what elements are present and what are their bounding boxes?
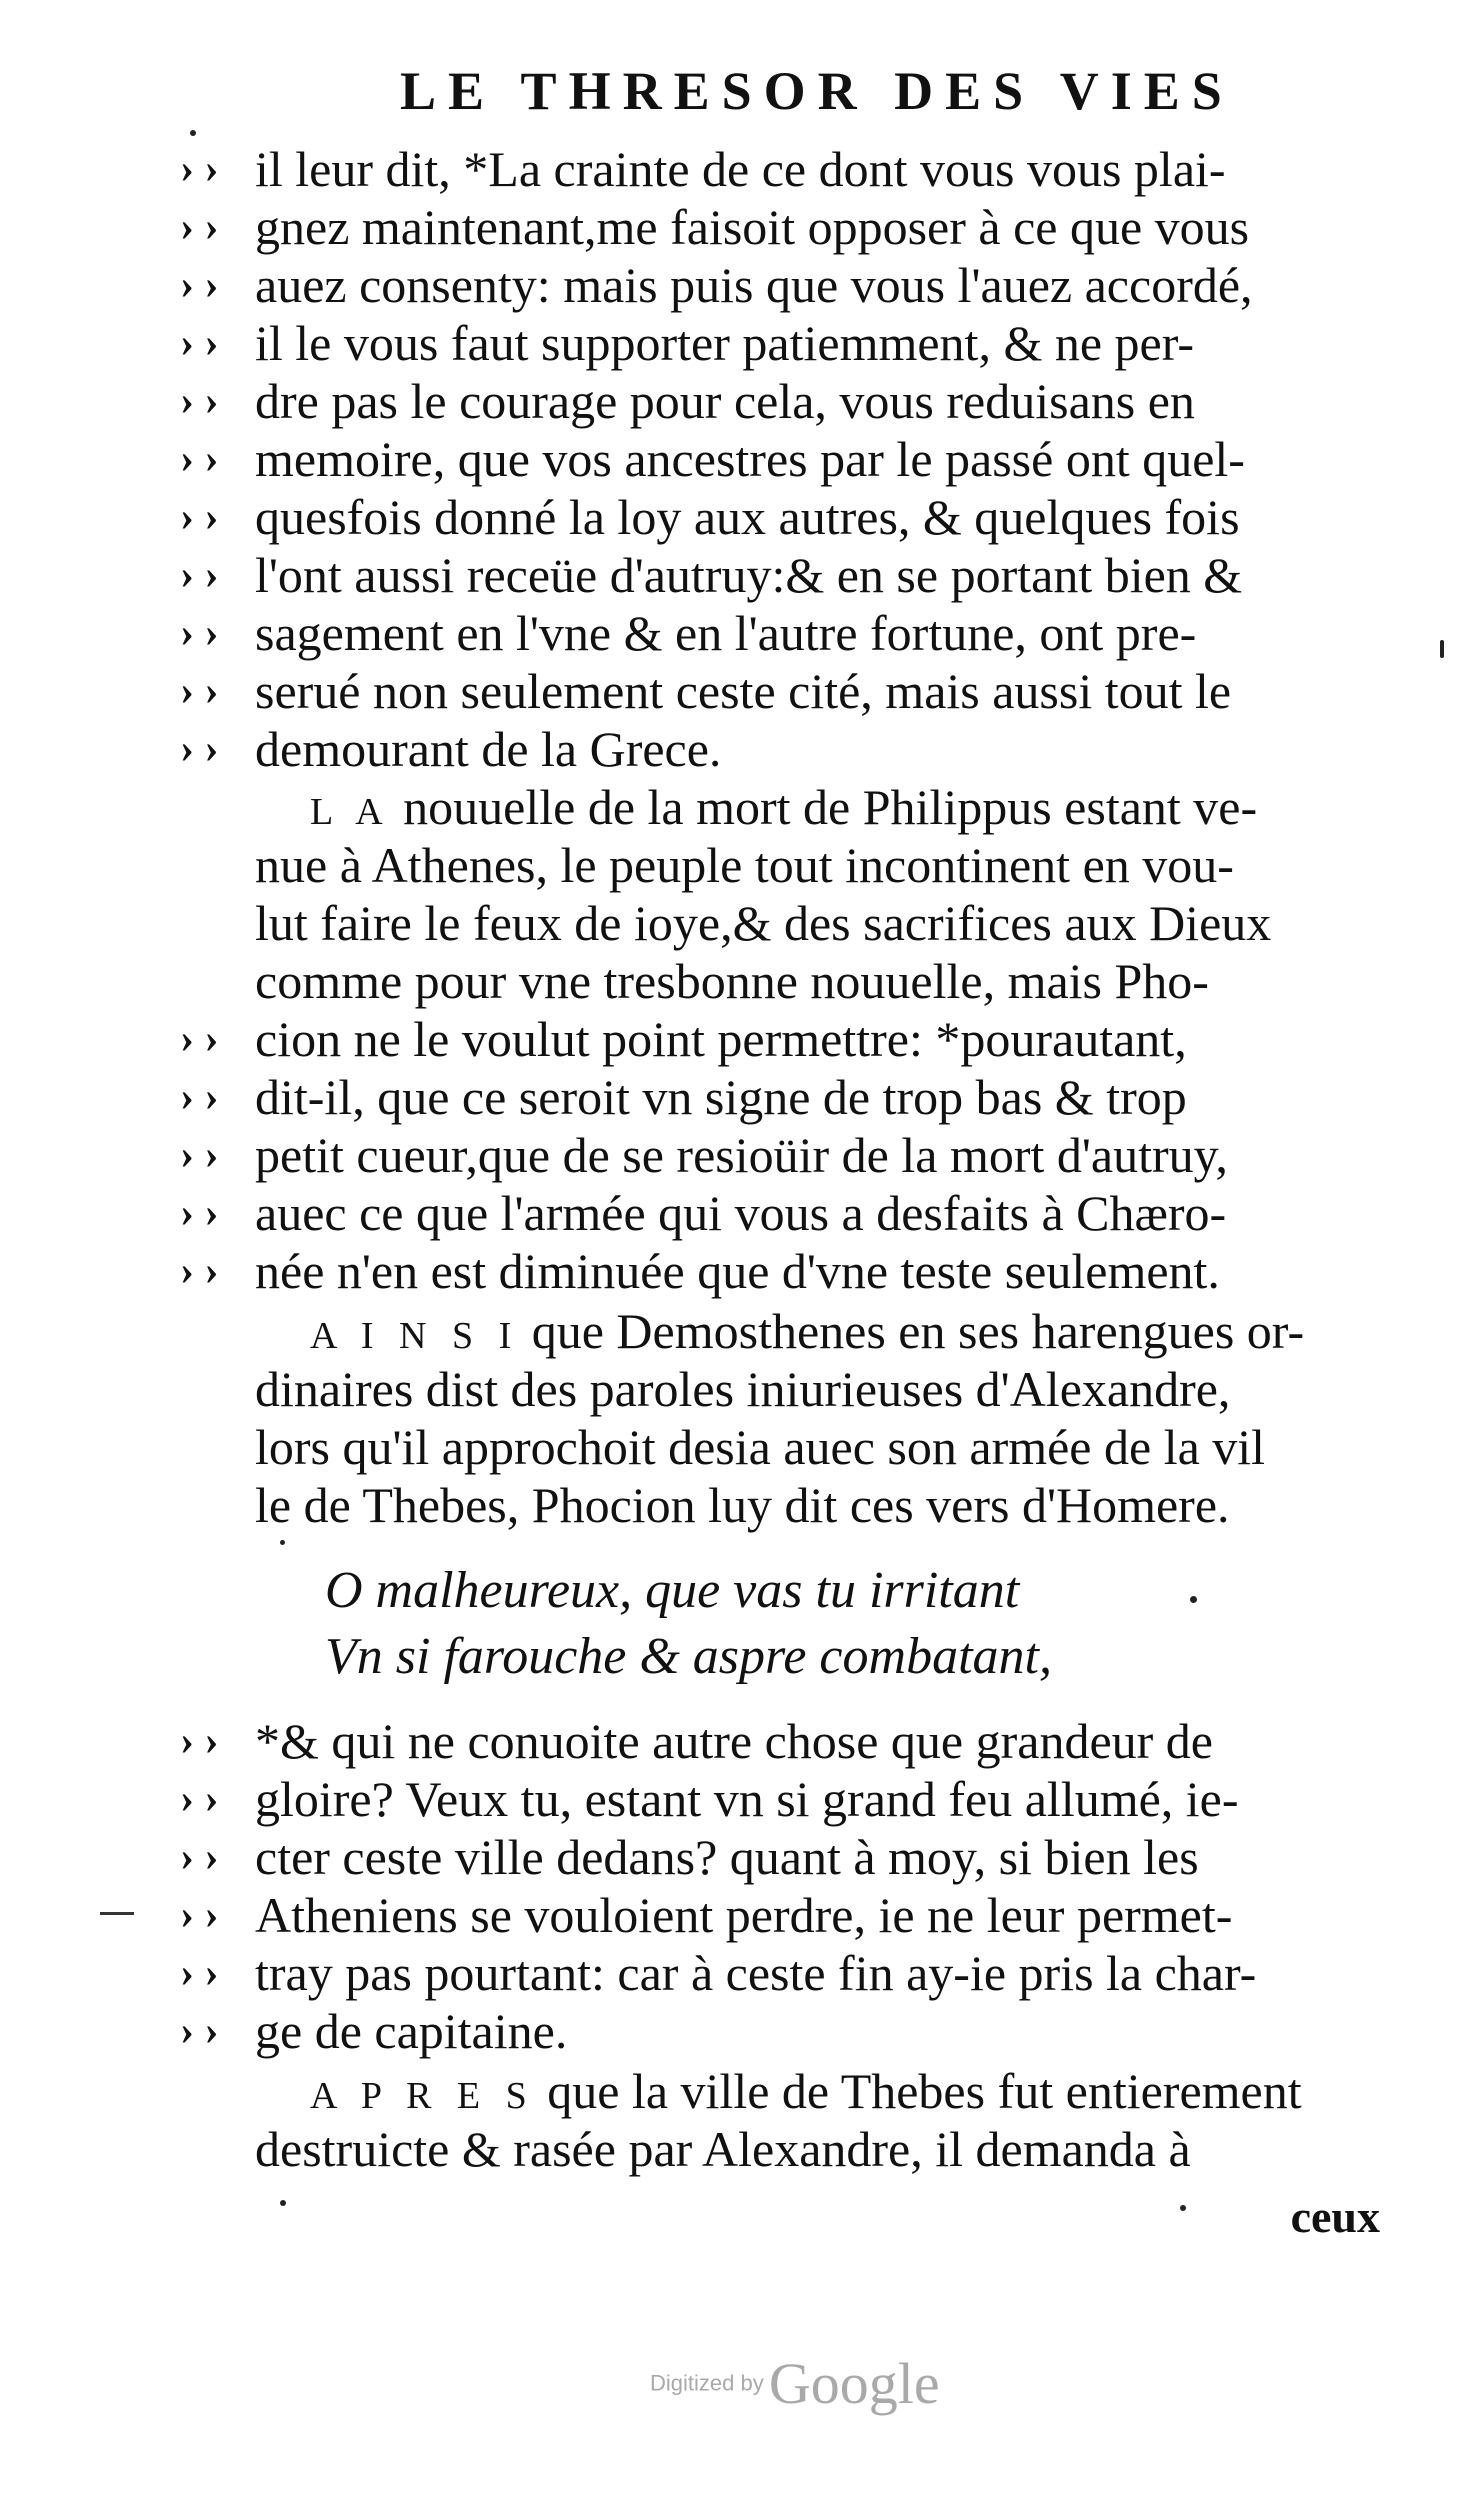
ink-speck bbox=[190, 130, 196, 136]
quote-marker: › › bbox=[180, 1248, 219, 1294]
quote-marker: › › bbox=[180, 320, 219, 366]
text-line: ge de capitaine. bbox=[255, 2003, 568, 2059]
text-line: le de Thebes, Phocion luy dit ces vers d'Homere. bbox=[255, 1477, 1230, 1533]
quote-marker: › › bbox=[180, 146, 219, 192]
text-line: sagement en l'vne & en l'autre fortune, ont pre- bbox=[255, 605, 1197, 661]
text-line: nouuelle de la mort de Philippus estant ve- bbox=[403, 779, 1258, 835]
ink-speck bbox=[280, 1540, 285, 1545]
quote-marker: › › bbox=[180, 1190, 219, 1236]
text-line: memoire, que vos ancestres par le passé ont quel- bbox=[255, 431, 1245, 487]
google-wordmark: Google bbox=[768, 2351, 940, 2416]
quote-marker: › › bbox=[180, 262, 219, 308]
text-line: que la ville de Thebes fut entierement bbox=[547, 2063, 1302, 2119]
paragraph-opening-line bbox=[310, 1302, 1375, 1360]
quote-marker: › › bbox=[180, 494, 219, 540]
quote-marker: › › bbox=[180, 2008, 219, 2054]
quote-marker: › › bbox=[180, 1718, 219, 1764]
text-line: nue à Athenes, le peuple tout incontinent en vou- bbox=[255, 837, 1234, 893]
text-line: il le vous faut supporter patiemment, & ne per- bbox=[255, 315, 1195, 371]
paragraph-opening-line bbox=[310, 778, 1375, 836]
text-line: dinaires dist des paroles iniurieuses d'Alexandre, bbox=[255, 1361, 1231, 1417]
text-line: cter ceste ville dedans? quant à moy, si bien les bbox=[255, 1829, 1199, 1885]
text-line: dre pas le courage pour cela, vous reduisans en bbox=[255, 373, 1195, 429]
ink-speck bbox=[1190, 1596, 1197, 1603]
catchword: ceux bbox=[1290, 2191, 1380, 2242]
text-line: l'ont aussi receüe d'autruy:& en se portant bien & bbox=[255, 547, 1243, 603]
quote-marker: › › bbox=[180, 378, 219, 424]
text-line: quesfois donné la loy aux autres, & quelques fois bbox=[255, 489, 1240, 545]
text-line: lut faire le feux de ioye,& des sacrifices aux Dieux bbox=[255, 895, 1272, 951]
text-line: tray pas pourtant: car à ceste fin ay-ie pris la char- bbox=[255, 1945, 1257, 2001]
text-line: demourant de la Grece. bbox=[255, 721, 722, 777]
paragraph-opening-line bbox=[310, 2062, 1375, 2120]
quote-marker: › › bbox=[180, 436, 219, 482]
text-line: Atheniens se vouloient perdre, ie ne leur permet- bbox=[255, 1887, 1233, 1943]
quote-marker: › › bbox=[180, 668, 219, 714]
text-line: serué non seulement ceste cité, mais aussi tout le bbox=[255, 663, 1232, 719]
text-line: auec ce que l'armée qui vous a desfaits à Chæro- bbox=[255, 1185, 1227, 1241]
digitized-prefix: Digitized by bbox=[650, 2370, 764, 2396]
text-line: cion ne le voulut point permettre: *pourautant, bbox=[255, 1011, 1187, 1067]
text-line: dit-il, que ce seroit vn signe de trop bas & trop bbox=[255, 1069, 1187, 1125]
text-line: comme pour vne tresbonne nouuelle, mais Pho- bbox=[255, 953, 1209, 1009]
running-head: LE THRESOR DES VIES bbox=[400, 61, 1234, 121]
verse-line: O malheureux, que vas tu irritant bbox=[325, 1562, 1020, 1619]
verse-line: Vn si farouche & aspre combatant, bbox=[325, 1628, 1052, 1685]
quote-marker: › › bbox=[180, 726, 219, 772]
quote-marker: › › bbox=[180, 552, 219, 598]
quote-marker: › › bbox=[180, 1074, 219, 1120]
text-line: lors qu'il approchoit desia auec son armée de la vil bbox=[255, 1419, 1266, 1475]
quote-marker: › › bbox=[180, 1892, 219, 1938]
text-line: il leur dit, *La crainte de ce dont vous vous plai- bbox=[255, 141, 1226, 197]
quote-marker: › › bbox=[180, 1950, 219, 1996]
quote-marker: › › bbox=[180, 1776, 219, 1822]
digitized-watermark bbox=[650, 2350, 1050, 2430]
paragraph-initial: A P R E S bbox=[310, 2075, 535, 2117]
text-line: *& qui ne conuoite autre chose que grandeur de bbox=[255, 1713, 1213, 1769]
margin-dash bbox=[100, 1912, 134, 1915]
ink-speck bbox=[280, 2200, 286, 2206]
quote-marker: › › bbox=[180, 1834, 219, 1880]
text-line: que Demosthenes en ses harengues or- bbox=[531, 1303, 1305, 1359]
text-line: gloire? Veux tu, estant vn si grand feu allumé, ie- bbox=[255, 1771, 1239, 1827]
quote-marker: › › bbox=[180, 610, 219, 656]
text-line: gnez maintenant,me faisoit opposer à ce que vous bbox=[255, 199, 1250, 255]
quote-marker: › › bbox=[180, 1016, 219, 1062]
paragraph-initial: A I N S I bbox=[310, 1315, 520, 1357]
text-line: destruicte & rasée par Alexandre, il demanda à bbox=[255, 2121, 1191, 2177]
ink-speck bbox=[1180, 2205, 1186, 2211]
quote-marker: › › bbox=[180, 1132, 219, 1178]
paragraph-initial: L A bbox=[310, 791, 391, 833]
quote-marker: › › bbox=[180, 204, 219, 250]
text-line: née n'en est diminuée que d'vne teste seulement. bbox=[255, 1243, 1220, 1299]
text-line: petit cueur,que de se resioüir de la mort d'autruy, bbox=[255, 1127, 1228, 1183]
text-line: auez consenty: mais puis que vous l'auez accordé, bbox=[255, 257, 1253, 313]
ink-speck bbox=[1440, 640, 1444, 658]
